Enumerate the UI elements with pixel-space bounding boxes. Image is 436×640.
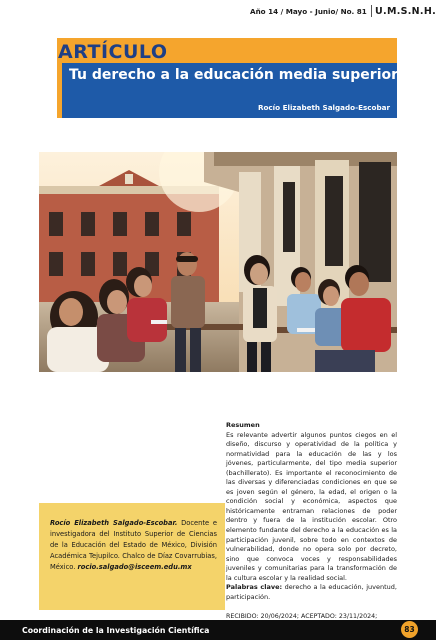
author-bio <box>50 518 217 573</box>
received-accepted-dates: RECIBIDO: 20/06/2024; ACEPTADO: 23/11/2024; <box>226 613 378 621</box>
bio-author-name: Rocío Elizabeth Salgado-Escobar. <box>50 519 178 527</box>
article-title: Tu derecho a la educación media superior <box>69 67 399 83</box>
issue-label: Año 14 / Mayo - Junio/ No. 81 <box>250 6 367 16</box>
page-number: 83 <box>401 621 418 638</box>
keywords-list: derecho a la educación, juventud, participación. <box>226 583 397 601</box>
abstract-heading: Resumen <box>226 421 260 429</box>
abstract-section <box>226 421 397 631</box>
university-label: U.M.S.N.H. <box>375 5 436 17</box>
bio-text: Docente e investigadora del Instituto Superior de Ciencias de la Educación del Estado de México, División Académica Tejupilco. Chalco de Díaz Covarrubias, México. <box>50 519 217 571</box>
journal-header <box>250 0 436 22</box>
footer-label: Coordinación de la Investigación Científica <box>22 626 210 635</box>
classroom-students-photo-icon <box>39 152 397 372</box>
article-photo <box>39 152 397 372</box>
keywords <box>226 583 397 602</box>
section-kicker: ARTÍCULO <box>58 41 168 63</box>
author-bio-box <box>39 503 225 610</box>
author-email-link[interactable]: rocio.salgado@isceem.edu.mx <box>77 563 192 571</box>
keywords-label: Palabras clave: <box>226 583 283 592</box>
abstract-body: Es relevante advertir algunos puntos ciegos en el diseño, discurso y operatividad de la política y normatividad para la educación de las y los jóvenes, particularmente, del tipo media superior (bachillerato). Es importante el reconocimiento de las diversas y diferenciadas condiciones en que se es joven según el género, la edad, el origen o la condición social y económica, aspectos que históricamente entraman relaciones de poder dentro y fuera de la institución escolar. Otro elemento fundante del derecho a la educación es la participación juvenil, sobre todo en contextos de vulnerabilidad, donde no opera solo por decreto, sino que convoca voces y responsabilidades juveniles y comunitarias para la transformación de la cultura escolar y la realidad social. <box>226 430 397 582</box>
article-author: Rocío Elizabeth Salgado-Escobar <box>257 103 390 112</box>
